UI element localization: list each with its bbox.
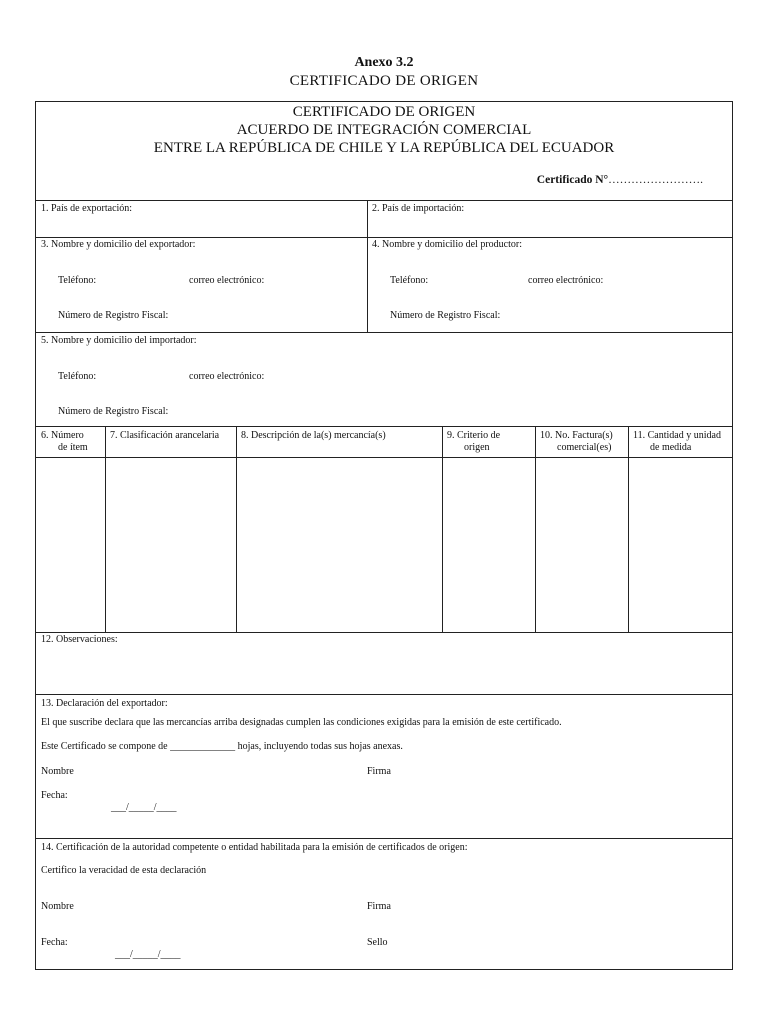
importer-phone-label[interactable]: Teléfono:	[58, 371, 97, 382]
exporter-tax-id-label[interactable]: Número de Registro Fiscal:	[58, 310, 169, 321]
col-header-invoice: 10. No. Factura(s) comercial(es)	[540, 430, 613, 453]
divider	[36, 332, 732, 333]
producer-email-label[interactable]: correo electrónico:	[528, 275, 604, 286]
header-line-3: ENTRE LA REPÚBLICA DE CHILE Y LA REPÚBLICA DEL ECUADOR	[153, 140, 615, 156]
cell-tariff[interactable]	[106, 458, 236, 632]
producer-phone-label[interactable]: Teléfono:	[390, 275, 429, 286]
cell-invoice[interactable]	[536, 458, 628, 632]
exporter-signature-label[interactable]: Firma	[367, 766, 391, 777]
header-line-1: CERTIFICADO DE ORIGEN	[292, 104, 476, 120]
field-13-title: 13. Declaración del exportador:	[41, 698, 168, 709]
divider	[36, 694, 732, 695]
producer-tax-id-label[interactable]: Número de Registro Fiscal:	[390, 310, 501, 321]
field-12-observations[interactable]: 12. Observaciones:	[41, 634, 118, 645]
exporter-phone-label[interactable]: Teléfono:	[58, 275, 97, 286]
divider	[36, 237, 732, 238]
field-14-title: 14. Certificación de la autoridad competente o entidad habilitada para la emisión de certificados de origen:	[41, 842, 468, 853]
field-1-export-country[interactable]: 1. País de exportación:	[41, 203, 133, 214]
cell-item-number[interactable]	[36, 458, 105, 632]
col-header-quantity: 11. Cantidad y unidad de medida	[633, 430, 721, 453]
exporter-email-label[interactable]: correo electrónico:	[189, 275, 265, 286]
col-header-description: 8. Descripción de la(s) mercancía(s)	[241, 430, 386, 441]
col-header-item-number: 6. Número de ítem	[41, 430, 88, 453]
exporter-date-blank[interactable]: ___/_____/____	[111, 802, 177, 813]
authority-date-blank[interactable]: ___/_____/____	[115, 949, 181, 960]
authority-certify-text: Certifico la veracidad de esta declaración	[41, 865, 207, 876]
authority-date-label: Fecha:	[41, 937, 68, 948]
divider	[36, 632, 732, 633]
divider	[36, 838, 732, 839]
divider	[36, 200, 732, 201]
cell-quantity[interactable]	[629, 458, 732, 632]
cell-origin-criterion[interactable]	[443, 458, 535, 632]
importer-email-label[interactable]: correo electrónico:	[189, 371, 265, 382]
exporter-declaration-text: El que suscribe declara que las mercancías arriba designadas cumplen las condiciones exigidas para la emisión de este certificado.	[41, 717, 562, 728]
certificate-number-label: Certificado N°	[536, 174, 609, 186]
header-line-2: ACUERDO DE INTEGRACIÓN COMERCIAL	[236, 122, 532, 138]
exporter-date-label: Fecha:	[41, 790, 68, 801]
sheet-count-line[interactable]: Este Certificado se compone de _____________ hojas, incluyendo todas sus hojas anexas.	[41, 741, 403, 752]
authority-seal-label[interactable]: Sello	[367, 937, 388, 948]
certificate-number-field[interactable]	[537, 174, 703, 186]
exporter-name-label[interactable]: Nombre	[41, 766, 74, 777]
authority-name-label[interactable]: Nombre	[41, 901, 74, 912]
annex-label: Anexo 3.2	[354, 55, 414, 70]
field-5-importer[interactable]: 5. Nombre y domicilio del importador:	[41, 335, 197, 346]
field-4-producer[interactable]: 4. Nombre y domicilio del productor:	[372, 239, 522, 250]
divider	[367, 200, 368, 332]
field-3-exporter[interactable]: 3. Nombre y domicilio del exportador:	[41, 239, 196, 250]
col-header-origin-criterion: 9. Criterio de origen	[447, 430, 501, 453]
cell-description[interactable]	[237, 458, 442, 632]
field-2-import-country[interactable]: 2. País de importación:	[372, 203, 465, 214]
importer-tax-id-label[interactable]: Número de Registro Fiscal:	[58, 406, 169, 417]
page-title: CERTIFICADO DE ORIGEN	[289, 73, 479, 89]
authority-signature-label[interactable]: Firma	[367, 901, 391, 912]
col-header-tariff: 7. Clasificación arancelaria	[110, 430, 220, 441]
certificate-number-blank: …………………….	[608, 174, 703, 186]
